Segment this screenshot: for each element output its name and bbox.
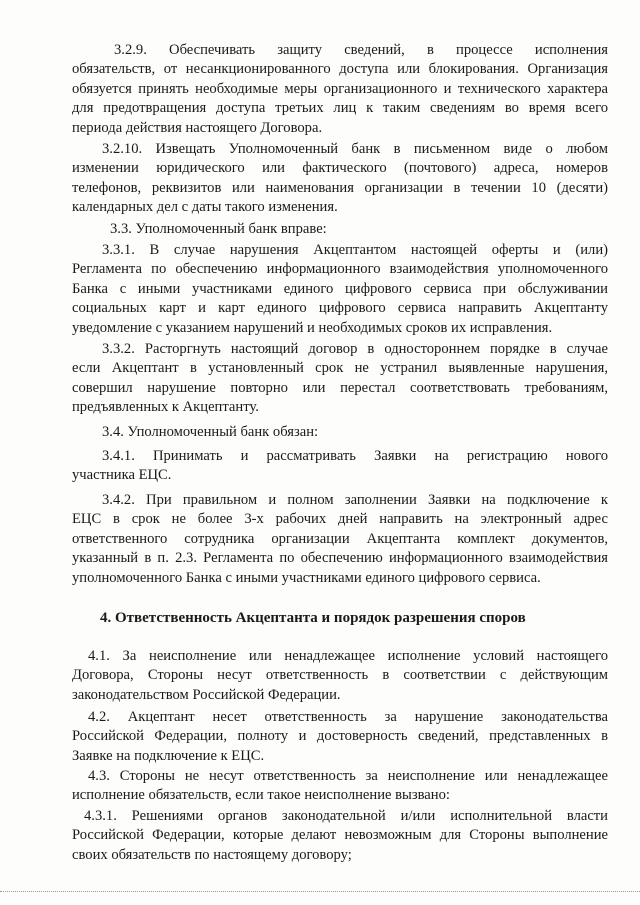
text-line: периода действия настоящего Договора. bbox=[72, 119, 323, 136]
clause-4-2 bbox=[72, 708, 608, 766]
text-line: 3.4.2. При правильном и полном заполнении Заявки на подключение к bbox=[102, 492, 608, 508]
text-line: исполнение обязательств, если такое неисполнение вызвано: bbox=[72, 787, 450, 804]
clause-4-3 bbox=[72, 767, 608, 806]
text-line: Российской Федерации, полноту и достоверность сведений, представленных в bbox=[72, 728, 608, 745]
section-4-heading: 4. Ответственность Акцептанта и порядок разрешения споров bbox=[100, 610, 526, 626]
text-line: 3.2.10. Извещать Уполномоченный банк в письменном виде о любом bbox=[102, 141, 608, 157]
text-line: указанный в п. 2.3. Регламента по обеспечению информационного взаимодействия bbox=[72, 550, 608, 567]
text-line: участника ЕЦС. bbox=[72, 467, 172, 484]
text-line: своих обязательств по настоящему договору; bbox=[72, 846, 352, 863]
text-line: уполномоченного Банка с иными участниками единого цифрового сервиса. bbox=[72, 569, 541, 586]
text-line: 3.3.1. В случае нарушения Акцептантом настоящей оферты и (или) bbox=[102, 242, 608, 258]
text-line: 3.4.1. Принимать и рассматривать Заявки на регистрацию нового bbox=[102, 448, 608, 464]
clause-3-2-10 bbox=[72, 140, 608, 218]
page-bottom-divider bbox=[0, 891, 640, 892]
text-line: календарных дел с даты такого изменения. bbox=[72, 199, 338, 216]
text-line: ответственного сотрудника организации Акцептанта комплект документов, bbox=[72, 530, 608, 547]
clause-3-3 bbox=[72, 220, 608, 239]
text-line: 4.2. Акцептант несет ответственность за нарушение законодательства bbox=[88, 709, 608, 725]
text-line: законодательством Российской Федерации. bbox=[72, 686, 341, 703]
text-line: телефонов, реквизитов или наименования организации в течении 10 (десяти) bbox=[72, 179, 608, 196]
text-line: Регламента по обеспечению информационного взаимодействия уполномоченного bbox=[72, 261, 608, 278]
text-line: 3.4. Уполномоченный банк обязан: bbox=[102, 424, 319, 440]
clause-4-1 bbox=[72, 647, 608, 705]
text-line: обязуется принять необходимые меры организационного и технического характера bbox=[72, 80, 608, 97]
clause-3-4-2 bbox=[72, 491, 608, 588]
text-line: если Акцептант в установленный срок не устранил выявленные нарушения, bbox=[72, 360, 608, 377]
clause-3-4 bbox=[72, 423, 608, 442]
text-line: для предотвращения доступа третьих лиц к таким сведениям во время всего bbox=[72, 100, 608, 117]
text-line: социальных карт и карт единого цифрового сервиса направить Акцептанту bbox=[72, 300, 608, 317]
clause-3-4-1 bbox=[72, 447, 608, 486]
clause-3-3-1 bbox=[72, 241, 608, 338]
clause-3-2-9 bbox=[72, 41, 608, 138]
text-line: обязательств, от несанкционированного доступа или блокирования. Организация bbox=[72, 61, 608, 78]
text-line: 4.3. Стороны не несут ответственность за неисполнение или ненадлежащее bbox=[88, 768, 608, 784]
text-line: 4.1. За неисполнение или ненадлежащее исполнение условий настоящего bbox=[88, 648, 608, 664]
text-line: ЕЦС в срок не более 3-х рабочих дней направить на электронный адрес bbox=[72, 511, 608, 528]
clause-3-3-2 bbox=[72, 340, 608, 418]
text-line: уведомление с указанием нарушений и необходимых сроков их исправления. bbox=[72, 319, 553, 336]
text-line: предъявленных к Акцептанту. bbox=[72, 399, 259, 416]
text-line: Российской Федерации, которые делают невозможным для Стороны выполнение bbox=[72, 827, 608, 844]
text-line: 3.3.2. Расторгнуть настоящий договор в одностороннем порядке в случае bbox=[102, 341, 608, 357]
text-line: 3.2.9. Обеспечивать защиту сведений, в процессе исполнения bbox=[114, 42, 608, 58]
text-line: 4.3.1. Решениями органов законодательной и/или исполнительной власти bbox=[84, 808, 608, 824]
clause-4-3-1 bbox=[72, 807, 608, 865]
text-line: Договора, Стороны несут ответственность в соответствии с действующим bbox=[72, 667, 608, 684]
text-line: 3.3. Уполномоченный банк вправе: bbox=[110, 221, 327, 237]
text-line: изменении юридического или фактического (почтового) адреса, номеров bbox=[72, 160, 608, 177]
text-line: Заявке на подключение к ЕЦС. bbox=[72, 747, 265, 764]
text-line: совершил нарушение повторно или перестал соответствовать требованиям, bbox=[72, 379, 608, 396]
text-line: Банка с иными участниками единого цифрового сервиса при обслуживании bbox=[72, 280, 608, 297]
